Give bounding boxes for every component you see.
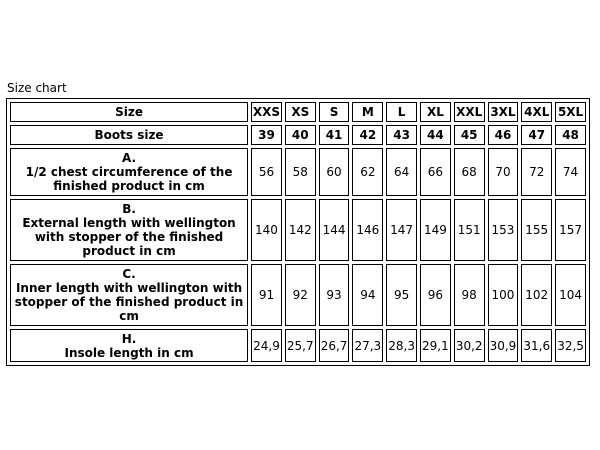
row-label-insole-length	[10, 329, 248, 362]
boots-size-cell: 47	[521, 125, 552, 145]
measurement-cell: 28,3	[386, 329, 417, 362]
measurement-cell: 70	[488, 148, 519, 196]
measurement-cell: 58	[285, 148, 316, 196]
measurement-cell: 92	[285, 264, 316, 326]
measurement-cell: 64	[386, 148, 417, 196]
size-header-cell: 4XL	[521, 102, 552, 122]
size-header-cell: S	[319, 102, 350, 122]
measurement-cell: 155	[521, 199, 552, 261]
row-label-external-length	[10, 199, 248, 261]
size-header-cell: XXL	[454, 102, 485, 122]
measurement-cell: 30,9	[488, 329, 519, 362]
measurement-cell: 102	[521, 264, 552, 326]
row-code: A.	[122, 151, 137, 165]
row-code: C.	[122, 267, 136, 281]
boots-size-cell: 42	[352, 125, 383, 145]
measurement-cell: 153	[488, 199, 519, 261]
size-header-cell: 3XL	[488, 102, 519, 122]
table-row-external-length	[10, 199, 586, 261]
measurement-cell: 144	[319, 199, 350, 261]
size-header-cell: 5XL	[555, 102, 586, 122]
measurement-cell: 104	[555, 264, 586, 326]
row-label-size: Size	[10, 102, 248, 122]
row-code: H.	[121, 331, 137, 346]
measurement-cell: 100	[488, 264, 519, 326]
size-header-cell: XS	[285, 102, 316, 122]
row-description: Insole length in cm	[64, 345, 194, 360]
measurement-cell: 151	[454, 199, 485, 261]
table-caption: Size chart	[7, 81, 67, 95]
table-row-boots-size	[10, 125, 586, 145]
size-header-cell: M	[352, 102, 383, 122]
boots-size-cell: 40	[285, 125, 316, 145]
boots-size-cell: 48	[555, 125, 586, 145]
measurement-cell: 74	[555, 148, 586, 196]
row-code: B.	[122, 202, 136, 216]
size-header-cell: L	[386, 102, 417, 122]
size-header-cell: XL	[420, 102, 451, 122]
measurement-cell: 68	[454, 148, 485, 196]
row-label-inner-length	[10, 264, 248, 326]
measurement-cell: 60	[319, 148, 350, 196]
measurement-cell: 29,1	[420, 329, 451, 362]
measurement-cell: 31,6	[521, 329, 552, 362]
boots-size-cell: 44	[420, 125, 451, 145]
measurement-cell: 140	[251, 199, 282, 261]
measurement-cell: 142	[285, 199, 316, 261]
measurement-cell: 26,7	[319, 329, 350, 362]
measurement-cell: 24,9	[251, 329, 282, 362]
measurement-cell: 27,3	[352, 329, 383, 362]
measurement-cell: 32,5	[555, 329, 586, 362]
measurement-cell: 95	[386, 264, 417, 326]
size-chart-table	[6, 98, 590, 366]
boots-size-cell: 41	[319, 125, 350, 145]
row-description: Inner length with wellington with stopper of the finished product in cm	[14, 281, 244, 323]
row-label-boots-size: Boots size	[10, 125, 248, 145]
measurement-cell: 149	[420, 199, 451, 261]
row-description: External length with wellington with stopper of the finished product in cm	[22, 216, 236, 258]
measurement-cell: 30,2	[454, 329, 485, 362]
measurement-cell: 72	[521, 148, 552, 196]
measurement-cell: 93	[319, 264, 350, 326]
measurement-cell: 147	[386, 199, 417, 261]
table-row-insole-length	[10, 329, 586, 362]
boots-size-cell: 46	[488, 125, 519, 145]
measurement-cell: 91	[251, 264, 282, 326]
measurement-cell: 146	[352, 199, 383, 261]
size-header-cell: XXS	[251, 102, 282, 122]
row-label-chest-circumference	[10, 148, 248, 196]
table-row-chest-circumference	[10, 148, 586, 196]
table-row-inner-length	[10, 264, 586, 326]
table-row-size	[10, 102, 586, 122]
measurement-cell: 94	[352, 264, 383, 326]
measurement-cell: 56	[251, 148, 282, 196]
measurement-cell: 157	[555, 199, 586, 261]
boots-size-cell: 39	[251, 125, 282, 145]
measurement-cell: 98	[454, 264, 485, 326]
measurement-cell: 96	[420, 264, 451, 326]
measurement-cell: 25,7	[285, 329, 316, 362]
measurement-cell: 66	[420, 148, 451, 196]
boots-size-cell: 45	[454, 125, 485, 145]
measurement-cell: 62	[352, 148, 383, 196]
row-description: 1/2 chest circumference of the finished product in cm	[25, 165, 233, 193]
boots-size-cell: 43	[386, 125, 417, 145]
